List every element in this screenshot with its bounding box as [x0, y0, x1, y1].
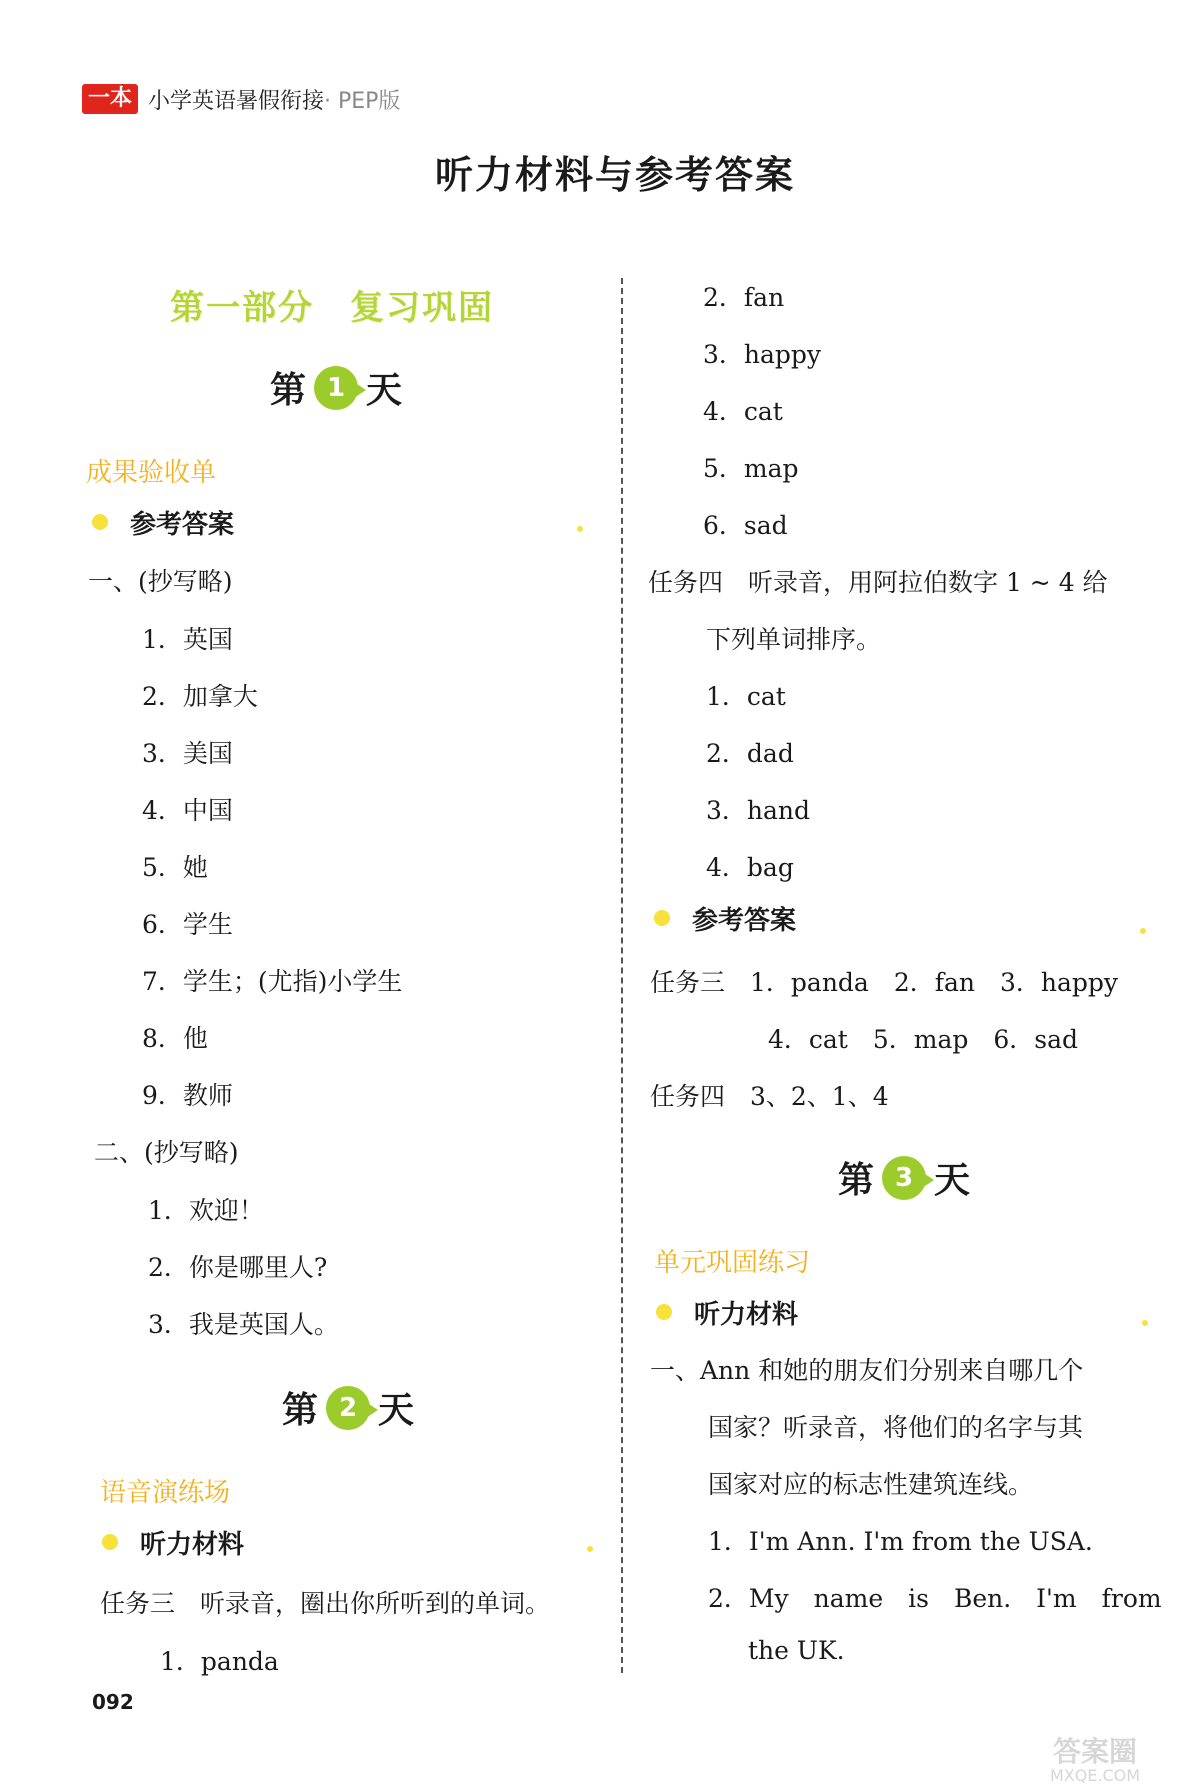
- watermark-logo: 答案圈: [1052, 1735, 1137, 1768]
- q2-item: 3．我是英国人。: [148, 1310, 339, 1339]
- question-1-text: 一、Ann 和她的朋友们分别来自哪几个: [650, 1356, 1084, 1385]
- question-1-text-cont: 国家对应的标志性建筑连线。: [708, 1470, 1034, 1499]
- answers-label: 参考答案: [130, 510, 235, 540]
- task-4-title: 任务四 听录音，用阿拉伯数字 1 ~ 4 给: [648, 568, 1108, 597]
- question-1-text-cont: 国家？听录音，将他们的名字与其: [708, 1413, 1084, 1442]
- decor-dot: [1140, 928, 1146, 934]
- q2-item: 1．欢迎！: [148, 1196, 264, 1225]
- q2-item: 2．你是哪里人?: [148, 1253, 328, 1282]
- bullet-icon: [102, 1534, 118, 1550]
- bullet-icon: [92, 514, 108, 530]
- day-prefix: 第: [838, 1160, 875, 1201]
- answer-task-3-cont: 4．cat 5．map 6．sad: [768, 1025, 1079, 1054]
- q1-item: 6．学生: [142, 910, 233, 939]
- listening-item: 2．My name is Ben. I'm from: [708, 1584, 1162, 1613]
- decor-dot: [587, 1546, 593, 1552]
- brand-logo: 一本: [82, 84, 138, 114]
- day-prefix: 第: [270, 370, 307, 411]
- series-title: [148, 84, 400, 115]
- part-heading: 第一部分 复习巩固: [170, 288, 494, 328]
- page-number: 092: [92, 1690, 134, 1714]
- task4-item: 4．bag: [706, 853, 794, 882]
- task3-item: 4．cat: [703, 397, 783, 426]
- day-1-title: [270, 362, 402, 413]
- decor-dot: [577, 526, 583, 532]
- answers-label: 参考答案: [692, 906, 797, 936]
- task-3-title: 任务三 听录音，圈出你所听到的单词。: [100, 1589, 551, 1618]
- page-title: 听力材料与参考答案: [434, 153, 795, 197]
- question-2-label: 二、(抄写略): [94, 1138, 239, 1167]
- section-heading-unit-review: 单元巩固练习: [654, 1248, 811, 1278]
- series-edition: · PEP版: [324, 89, 401, 114]
- day-prefix: 第: [282, 1390, 319, 1431]
- listening-label: 听力材料: [694, 1300, 799, 1330]
- q1-item: 1．英国: [142, 625, 233, 654]
- day-2-title: [282, 1382, 414, 1433]
- day-suffix: 天: [366, 370, 403, 411]
- listening-item: 1．I'm Ann. I'm from the USA.: [708, 1527, 1093, 1556]
- bullet-icon: [654, 910, 670, 926]
- question-1-label: 一、(抄写略): [88, 567, 233, 596]
- q1-item: 9．教师: [142, 1081, 233, 1110]
- task3-item: 3．happy: [703, 340, 822, 369]
- day-number-badge: 1: [314, 366, 358, 410]
- task4-item: 3．hand: [706, 796, 811, 825]
- column-divider: [621, 278, 623, 1673]
- q1-item: 2．加拿大: [142, 682, 258, 711]
- task4-item: 1．cat: [706, 682, 786, 711]
- day-number-badge: 3: [882, 1156, 926, 1200]
- decor-dot: [1142, 1320, 1148, 1326]
- section-heading-results: 成果验收单: [86, 458, 217, 488]
- section-heading-phonics: 语音演练场: [100, 1478, 231, 1508]
- task-4-title-cont: 下列单词排序。: [706, 625, 882, 654]
- task3-item: 6．sad: [703, 511, 788, 540]
- day-number-badge: 2: [326, 1386, 370, 1430]
- listening-label: 听力材料: [140, 1530, 245, 1560]
- bullet-icon: [656, 1304, 672, 1320]
- watermark-url: MXQE.COM: [1049, 1766, 1141, 1785]
- q1-item: 7．学生；(尤指)小学生: [142, 967, 403, 996]
- task3-item: 1．panda: [160, 1647, 279, 1676]
- q1-item: 5．她: [142, 853, 208, 882]
- task4-item: 2．dad: [706, 739, 794, 768]
- series-name: 小学英语暑假衔接: [148, 89, 325, 114]
- q1-item: 3．美国: [142, 739, 233, 768]
- answer-task-4: 任务四 3、2、1、4: [650, 1082, 889, 1111]
- q1-item: 8．他: [142, 1024, 208, 1053]
- listening-item-cont: the UK.: [748, 1636, 845, 1665]
- task3-item: 2．fan: [703, 283, 785, 312]
- day-3-title: [838, 1152, 970, 1203]
- day-suffix: 天: [378, 1390, 415, 1431]
- answer-task-3: 任务三 1．panda 2．fan 3．happy: [650, 968, 1119, 997]
- day-suffix: 天: [934, 1160, 971, 1201]
- q1-item: 4．中国: [142, 796, 233, 825]
- task3-item: 5．map: [703, 454, 799, 483]
